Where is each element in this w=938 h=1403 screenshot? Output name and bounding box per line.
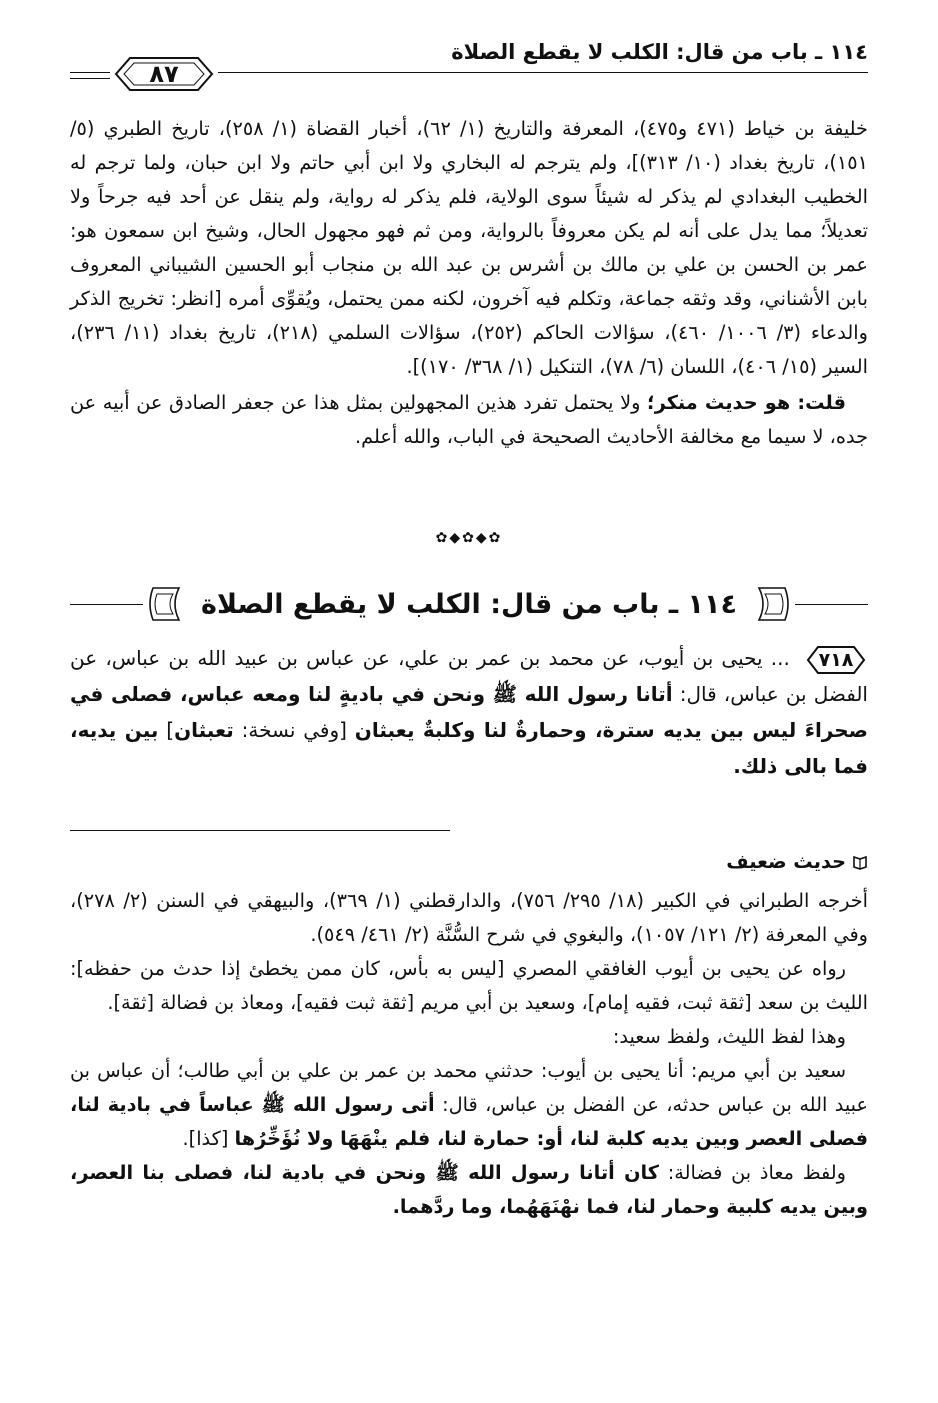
takhrij-paragraph-3: وهذا لفظ الليث، ولفظ سعيد:	[612, 1025, 846, 1048]
book-icon	[852, 854, 868, 870]
page-number-badge	[110, 54, 218, 94]
takhrij-p4-text: سعيد بن أبي مريم: أنا يحيى بن أيوب: حدثني محمد بن عمر بن علي بن أبي طالب؛ أن عباس بن عبيد الله بن عباس حدثه، عن الفضل بن عباس، قال:	[70, 1059, 868, 1116]
chapter-heading	[70, 580, 868, 628]
hadith-number-badge	[804, 644, 868, 676]
grading-label: حديث ضعيف	[726, 850, 846, 873]
chapter-ornament-right-icon	[755, 584, 795, 624]
takhrij-p4-note: [كذا].	[182, 1127, 235, 1150]
continuation-paragraph: خليفة بن خياط (٤٧١ و٤٧٥)، المعرفة والتاريخ (١/ ٦٢)، أخبار القضاة (١/ ٢٥٨)، تاريخ الطبري (٥/ ١٥١)، تاريخ بغداد (١٠/ ٣١٣)]، ولم يترجم له البخاري ولا ابن أبي حاتم ولا ابن حبان، ولما ترجم له الخطيب البغدادي لم يذكر له شيئاً سوى الولاية، فلم يذكر له رواية، ولم ينقل عن أحد فيه جرحاً ولا تعديلاً؛ مما يدل على أنه لم يكن معروفاً بالرواية، ومن ثم فهو مجهول الحال، وشيخ ابن سمعون هو: عمر بن الحسن بن علي بن مالك بن أشرس بن عبد الله بن منجاب أبو الحسين الشيباني المعروف بابن الأشناني، وقد وثقه جماعة، وتكلم فيه آخرون، لكنه ممن يحتمل، ويُقوِّى أمره [انظر: تخريج الذكر والدعاء (٣/ ١٠٠٦/ ٤٦٠)، سؤالات الحاكم (٢٥٢)، سؤالات السلمي (٢١٨)، تاريخ بغداد (١١/ ٢٣٦)، السير (١٥/ ٤٠٦)، اللسان (٦/ ٧٨)، التنكيل (١/ ٣٦٨/ ١٧٠)].	[70, 117, 868, 378]
page-number: ٨٧	[149, 60, 179, 88]
takhrij-paragraph-5	[70, 1156, 868, 1224]
running-header	[70, 38, 868, 90]
hadith-variant-close: ]	[158, 718, 175, 742]
takhrij-p4-bold: أتى رسول الله ﷺ عباساً في بادية لنا، فصلى العصر وبين يديه كلبة لنا، أو: حمارة لنا، فلم ينْهَهَا ولا نُؤَخِّرُها	[70, 1093, 868, 1150]
hadith-text	[70, 640, 868, 784]
conclusion-paragraph	[70, 386, 868, 454]
section-ornament: ✿◆✿◆✿	[435, 530, 503, 546]
chapter-ornament-left-icon	[143, 584, 183, 624]
hadith-variant-open: [وفي نسخة:	[233, 718, 355, 742]
takhrij-paragraph-1: أخرجه الطبراني في الكبير (١٨/ ٢٩٥/ ٧٥٦)، والدارقطني (١/ ٣٦٩)، والبيهقي في السنن (٢/ ٢٧٨)، وفي المعرفة (٢/ ١٢١/ ١٠٥٧)، والبغوي في شرح السُّنَّة (٢/ ٤٦١/ ٥٤٩).	[70, 889, 868, 946]
hadith-variant-word: تعبثان	[174, 718, 234, 742]
header-rule-lower	[70, 78, 110, 79]
takhrij-paragraph-4	[70, 1054, 868, 1156]
conclusion-text: ولا يحتمل تفرد هذين المجهولين بمثل هذا عن جعفر الصادق عن أبيه عن جده، لا سيما مع مخالفة الأحاديث الصحيحة في الباب، والله أعلم.	[70, 391, 868, 448]
running-header-title: ١١٤ ـ باب من قال: الكلب لا يقطع الصلاة	[451, 40, 868, 64]
chapter-title: ١١٤ ـ باب من قال: الكلب لا يقطع الصلاة	[201, 588, 737, 620]
takhrij-block	[70, 884, 868, 1224]
hadith-matn: أتانا رسول الله ﷺ ونحن في باديةٍ لنا ومعه عباس، فصلى في صحراءَ ليس بين يديه سترة، وحمارةٌ لنا وكلبةٌ يعبثان	[70, 682, 868, 742]
hadith-block	[70, 640, 868, 784]
chapter-rule-left	[795, 604, 868, 605]
hadith-isnad: ... يحيى بن أيوب، عن محمد بن عمر بن علي، عن عباس بن عبيد الله بن عباس، عن الفضل بن عباس، قال:	[70, 646, 868, 706]
continuation-block	[70, 112, 868, 454]
hadith-end: بين يديه، فما بالى ذلك.	[70, 718, 868, 778]
grading-heading	[726, 850, 868, 873]
takhrij-p5-text: ولفظ معاذ بن فضالة:	[659, 1161, 846, 1184]
hadith-number: ٧١٨	[818, 648, 854, 671]
footnote-divider	[70, 830, 450, 831]
takhrij-paragraph-2: رواه عن يحيى بن أيوب الغافقي المصري [ليس به بأس، كان ممن يخطئ إذا حدث من حفظه]: الليث بن سعد [ثقة ثبت، فقيه إمام]، وسعيد بن أبي مريم [ثقة ثبت فقيه]، ومعاذ بن فضالة [ثقة].	[70, 957, 868, 1014]
chapter-rule-right	[70, 604, 143, 605]
takhrij-p5-bold: كان أتانا رسول الله ﷺ ونحن في بادية لنا، فصلى بنا العصر، وبين يديه كلبية وحمار لنا، فما نهْنَهَهُما، وما ردَّهما.	[70, 1161, 868, 1218]
conclusion-lead: قلت: هو حديث منكر؛	[647, 391, 847, 414]
